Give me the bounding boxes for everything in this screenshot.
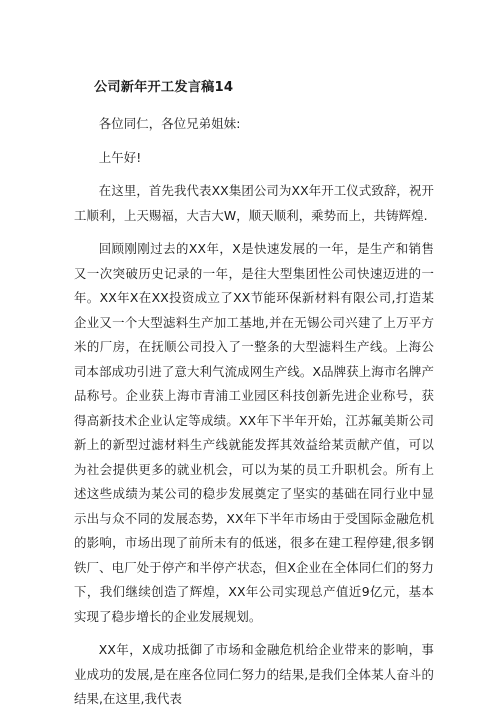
salutation-line: 上午好! xyxy=(98,149,142,165)
document-title: 公司新年开工发言稿14 xyxy=(94,80,234,95)
greeting-line: 各位同仁，各位兄弟姐妹: xyxy=(98,116,241,131)
paragraph-opening: 在这里，首先我代表XX集团公司为XX年开工仪式致辞，祝开工顺利，上天赐福，大吉大W，顺天顺利，乘势而上，共铸辉煌. xyxy=(74,183,434,223)
paragraph-achievement: XX年，X成功抵御了市场和金融危机给企业带来的影响，事业成功的发展,是在座各位同仁努力的结果,是我们全体某人奋斗的结果,在这里,我代表 xyxy=(74,642,434,706)
paragraph-review: 回顾刚刚过去的XX年，X是快速发展的一年，是生产和销售又一次突破历史记录的一年，是往大型集团性公司快速迈进的一年。XX年X在XX投资成立了XX节能环保新材料有限公司,打造某企业又一个大型滤料生产加工基地,并在无锡公司兴建了上万平方米的厂房，在抚顺公司投入了一整条的大型滤料生产线。上海公司本部成功引进了意大利气流成网生产线。X品牌获上海市名牌产品称号。企业获上海市青浦工业园区科技创新先进企业称号，获得高新技术企业认定等成绩。XX年下半年开始，江苏氟美斯公司新上的新型过滤材料生产线就能发挥其效益给某贡献产值，可以为社会提供更多的就业机会，可以为某的员工升职机会。所有上述这些成绩为某公司的稳步发展奠定了坚实的基础在同行业中显示出与众不同的发展态势，XX年下半年市场由于受国际金融危机的影响，市场出现了前所未有的低迷，很多在建工程停建,很多钢铁厂、电厂处于停产和半停产状态，但X企业在全体同仁们的努力下，我们继续创造了辉煌，XX年公司实现总产值近9亿元，基本实现了稳步增长的企业发展规划。 xyxy=(74,241,434,624)
